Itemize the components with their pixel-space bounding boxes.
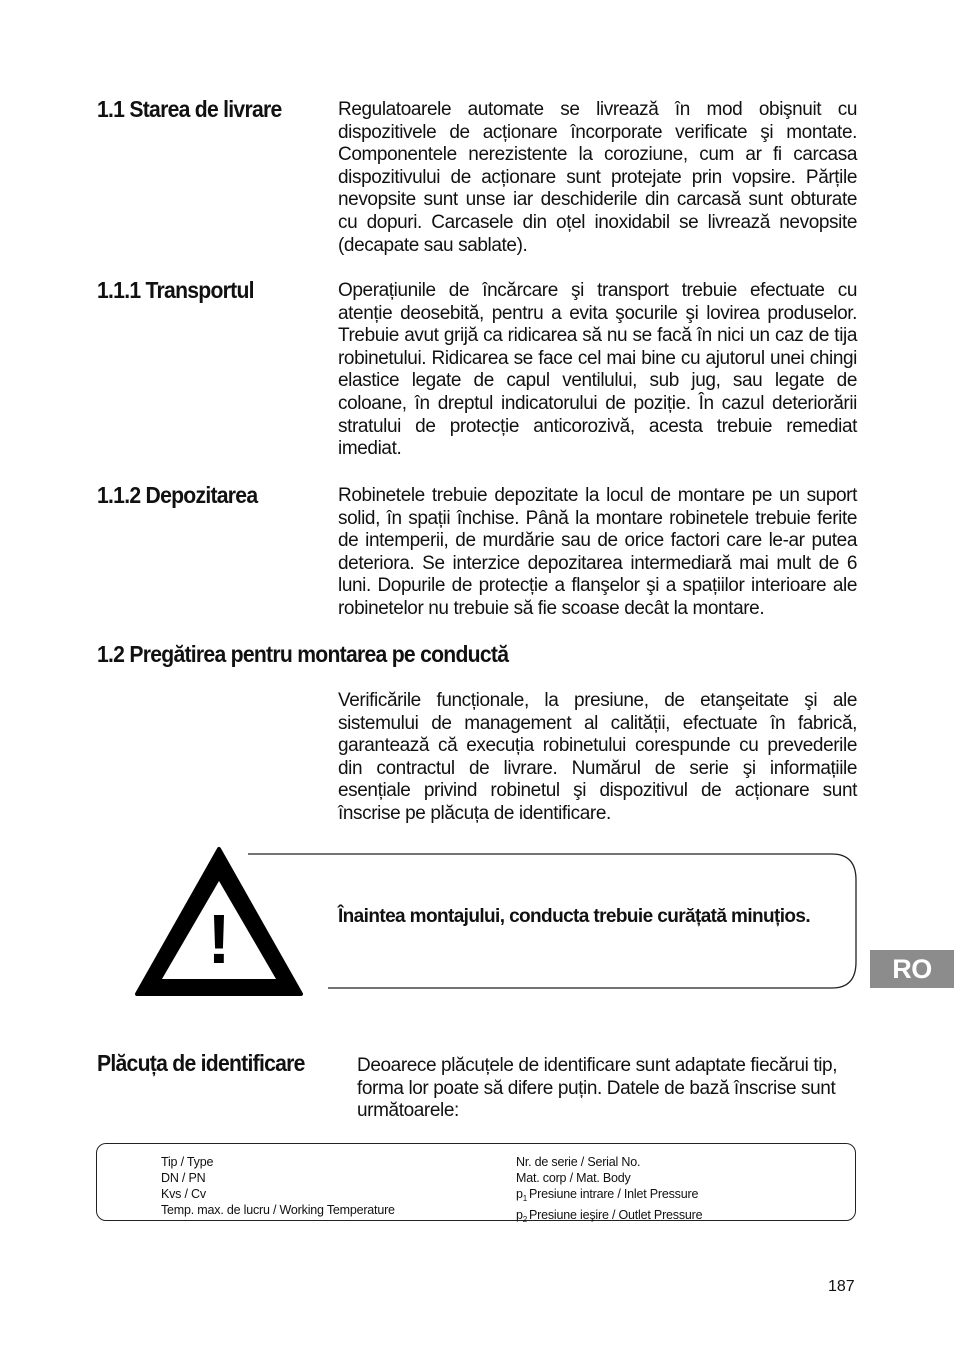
warning-exclamation: ! (207, 900, 231, 978)
section-heading-placuta: Plăcuța de identificare (97, 1050, 305, 1076)
plate-field-temperature: Temp. max. de lucru / Working Temperature (161, 1203, 395, 1217)
section-heading-starea-de-livrare: 1.1 Starea de livrare (97, 96, 282, 122)
section-body-depozitarea: Robinetele trebuie depozitate la locul de montare pe un suport solid, în spații închise. Până la montare robinetele trebuie ferite de intemperii, de murdărie sau de orice factori care le-ar putea deteriora. Se interzice depozitarea intermediară mai mult de 6 luni. Dopurile de protecție a flanşelor şi a spațiilor interioare ale robinetelor nu trebuie să fie scoase decât la montare. (338, 485, 857, 619)
plate-field-dn-pn: DN / PN (161, 1171, 206, 1185)
section-heading-pregatirea: 1.2 Pregătirea pentru montarea pe conductă (97, 641, 509, 667)
p2-symbol: p (516, 1208, 523, 1222)
plate-field-kvs: Kvs / Cv (161, 1187, 206, 1201)
section-body-transportul: Operațiunile de încărcare şi transport trebuie efectuate cu atenție deosebită, pentru a evita şocurile şi lovirea produselor. Trebuie avut grijă ca ridicarea să nu se facă în nici un caz de tija robinetului. Ridicarea se face cel mai bine cu ajutorul unei chingi elastice legate de capul ventilului, sub jug, sau legate de coloane, în dreptul indicatorului de poziție. În cazul deteriorării stratului de protecție anticorozivă, acesta trebuie remediat imediat. (338, 280, 857, 460)
plate-field-material: Mat. corp / Mat. Body (516, 1171, 631, 1185)
section-heading-depozitarea: 1.1.2 Depozitarea (97, 482, 258, 508)
plate-right-column (516, 1154, 702, 1228)
p2-label: Presiune ieşire / Outlet Pressure (529, 1208, 703, 1222)
plate-left-column (161, 1154, 395, 1218)
section-heading-transportul: 1.1.1 Transportul (97, 277, 254, 303)
plate-field-p2 (516, 1207, 702, 1228)
p1-label: Presiune intrare / Inlet Pressure (529, 1187, 699, 1201)
p2-subscript: 2 (522, 1215, 528, 1224)
language-tab-ro: RO (870, 950, 954, 988)
p1-subscript: 1 (522, 1194, 528, 1203)
section-body-pregatirea: Verificările funcționale, la presiune, de etanşeitate şi ale sistemului de management al calității, efectuate în fabrică, garantează că execuția robinetului corespunde cu prevederile din contractul de livrare. Numărul de serie şi informațiile esențiale privind robinetul şi dispozitivul de acționare sunt înscrise pe plăcuța de identificare. (338, 690, 857, 824)
section-body-placuta: Deoarece plăcuțele de identificare sunt adaptate fiecărui tip, forma lor poate să difere puțin. Datele de bază înscrise sunt următoarele: (357, 1055, 838, 1122)
identification-plate (96, 1143, 856, 1224)
page-number: 187 (828, 1278, 855, 1295)
section-body-starea-de-livrare: Regulatoarele automate se livrează în mod obişnuit cu dispozitivele de acționare încorporate verificate şi montate. Componentele nerezistente la coroziune, cum ar fi carcasa dispozitivului de acționare sunt protejate prin vopsire. Părțile nevopsite sunt unse iar deschiderile din carcasă sunt obturate cu dopuri. Carcasele din oțel inoxidabil se livrează nevopsite (decapate sau sablate). (338, 99, 857, 256)
plate-field-p1 (516, 1186, 702, 1207)
plate-field-serial: Nr. de serie / Serial No. (516, 1155, 641, 1169)
warning-text: Înaintea montajului, conducta trebuie curățată minuțios. (338, 906, 811, 927)
p1-symbol: p (516, 1187, 523, 1201)
plate-field-type: Tip / Type (161, 1155, 214, 1169)
